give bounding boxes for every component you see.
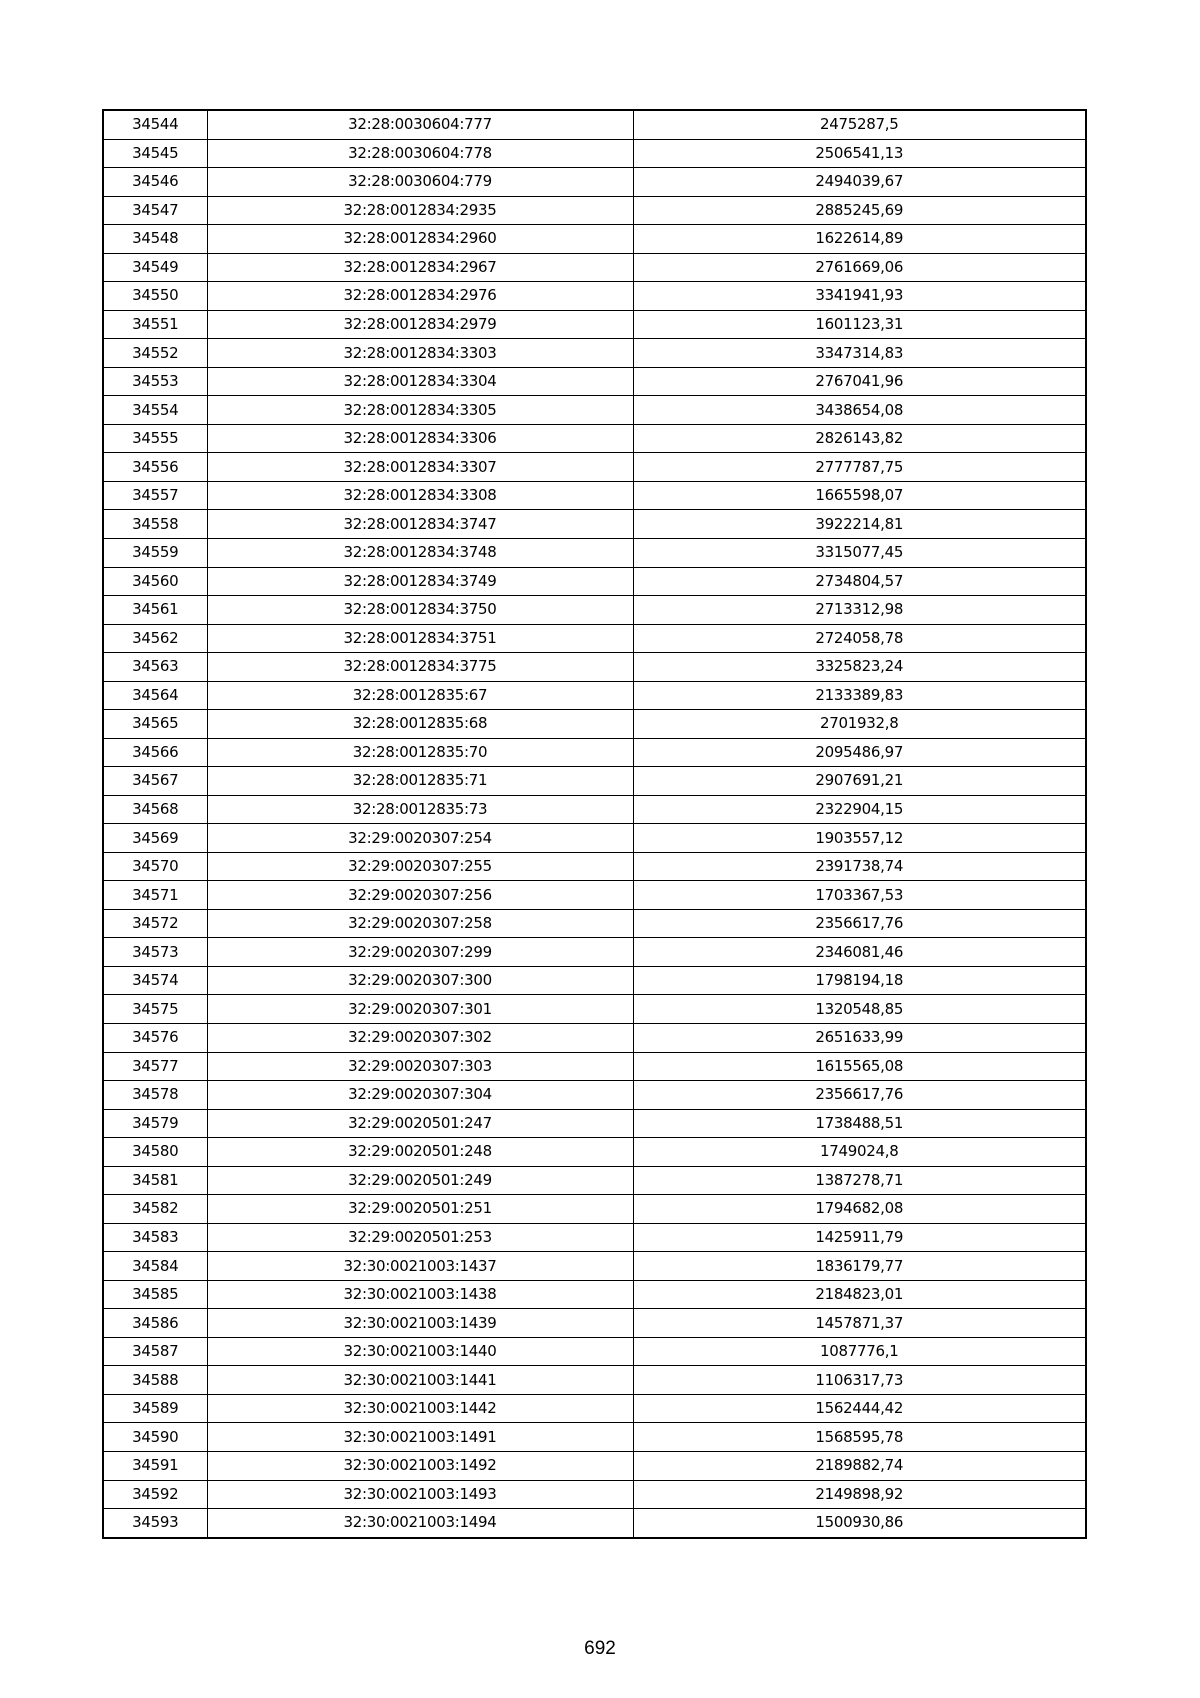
cadastral-number-cell: 32:28:0012834:3747	[207, 510, 633, 539]
row-number-cell: 34552	[103, 339, 207, 368]
row-number-cell: 34572	[103, 909, 207, 938]
table-row	[103, 1166, 1086, 1195]
value-cell: 1087776,1	[633, 1337, 1086, 1366]
value-cell: 2095486,97	[633, 738, 1086, 767]
table-row	[103, 1366, 1086, 1395]
row-number-cell: 34573	[103, 938, 207, 967]
row-number-cell: 34585	[103, 1280, 207, 1309]
value-cell: 2701932,8	[633, 710, 1086, 739]
cadastral-number-cell: 32:29:0020501:247	[207, 1109, 633, 1138]
row-number-cell: 34574	[103, 966, 207, 995]
row-number-cell: 34589	[103, 1394, 207, 1423]
table-row	[103, 1195, 1086, 1224]
table-row	[103, 596, 1086, 625]
value-cell: 1500930,86	[633, 1509, 1086, 1538]
row-number-cell: 34564	[103, 681, 207, 710]
cadastral-number-cell: 32:30:0021003:1442	[207, 1394, 633, 1423]
cadastral-number-cell: 32:28:0012834:3750	[207, 596, 633, 625]
table-row	[103, 852, 1086, 881]
value-cell: 3325823,24	[633, 653, 1086, 682]
table-row	[103, 1252, 1086, 1281]
cadastral-number-cell: 32:28:0012834:3751	[207, 624, 633, 653]
row-number-cell: 34561	[103, 596, 207, 625]
table-row	[103, 510, 1086, 539]
table-row	[103, 253, 1086, 282]
row-number-cell: 34557	[103, 481, 207, 510]
table-row	[103, 1109, 1086, 1138]
cadastral-number-cell: 32:30:0021003:1437	[207, 1252, 633, 1281]
value-cell: 1457871,37	[633, 1309, 1086, 1338]
row-number-cell: 34553	[103, 367, 207, 396]
value-cell: 1615565,08	[633, 1052, 1086, 1081]
cadastral-number-cell: 32:30:0021003:1441	[207, 1366, 633, 1395]
table-row	[103, 909, 1086, 938]
cadastral-number-cell: 32:28:0012834:2979	[207, 310, 633, 339]
table-row	[103, 1024, 1086, 1053]
table-row	[103, 310, 1086, 339]
value-cell: 1601123,31	[633, 310, 1086, 339]
row-number-cell: 34580	[103, 1138, 207, 1167]
value-cell: 2506541,13	[633, 139, 1086, 168]
data-table	[102, 109, 1087, 1539]
table-row	[103, 1052, 1086, 1081]
table-row	[103, 282, 1086, 311]
table-row	[103, 424, 1086, 453]
table-row	[103, 1480, 1086, 1509]
row-number-cell: 34545	[103, 139, 207, 168]
value-cell: 1387278,71	[633, 1166, 1086, 1195]
row-number-cell: 34571	[103, 881, 207, 910]
cadastral-number-cell: 32:29:0020307:258	[207, 909, 633, 938]
cadastral-number-cell: 32:28:0012834:2960	[207, 225, 633, 254]
value-cell: 2767041,96	[633, 367, 1086, 396]
value-cell: 3341941,93	[633, 282, 1086, 311]
cadastral-number-cell: 32:28:0012834:2935	[207, 196, 633, 225]
cadastral-number-cell: 32:29:0020307:303	[207, 1052, 633, 1081]
cadastral-number-cell: 32:28:0012834:3775	[207, 653, 633, 682]
value-cell: 2189882,74	[633, 1451, 1086, 1480]
table-row	[103, 1223, 1086, 1252]
value-cell: 2356617,76	[633, 909, 1086, 938]
page-number: 692	[584, 1638, 616, 1659]
value-cell: 2826143,82	[633, 424, 1086, 453]
cadastral-number-cell: 32:30:0021003:1492	[207, 1451, 633, 1480]
cadastral-number-cell: 32:29:0020307:256	[207, 881, 633, 910]
value-cell: 1903557,12	[633, 824, 1086, 853]
cadastral-number-cell: 32:28:0012834:2976	[207, 282, 633, 311]
table-row	[103, 168, 1086, 197]
cadastral-number-cell: 32:29:0020307:304	[207, 1081, 633, 1110]
row-number-cell: 34563	[103, 653, 207, 682]
value-cell: 2651633,99	[633, 1024, 1086, 1053]
cadastral-number-cell: 32:29:0020307:300	[207, 966, 633, 995]
table-row	[103, 139, 1086, 168]
table-row	[103, 1509, 1086, 1538]
cadastral-number-cell: 32:28:0012835:71	[207, 767, 633, 796]
value-cell: 1622614,89	[633, 225, 1086, 254]
row-number-cell: 34549	[103, 253, 207, 282]
value-cell: 3922214,81	[633, 510, 1086, 539]
table-row	[103, 966, 1086, 995]
value-cell: 1562444,42	[633, 1394, 1086, 1423]
value-cell: 2494039,67	[633, 168, 1086, 197]
table-row	[103, 738, 1086, 767]
cadastral-number-cell: 32:28:0012834:3306	[207, 424, 633, 453]
row-number-cell: 34590	[103, 1423, 207, 1452]
value-cell: 1703367,53	[633, 881, 1086, 910]
row-number-cell: 34562	[103, 624, 207, 653]
row-number-cell: 34591	[103, 1451, 207, 1480]
cadastral-number-cell: 32:28:0012834:3749	[207, 567, 633, 596]
table-row	[103, 681, 1086, 710]
table-row	[103, 881, 1086, 910]
row-number-cell: 34559	[103, 538, 207, 567]
cadastral-number-cell: 32:29:0020501:253	[207, 1223, 633, 1252]
value-cell: 1836179,77	[633, 1252, 1086, 1281]
cadastral-number-cell: 32:29:0020501:248	[207, 1138, 633, 1167]
row-number-cell: 34583	[103, 1223, 207, 1252]
row-number-cell: 34565	[103, 710, 207, 739]
value-cell: 1106317,73	[633, 1366, 1086, 1395]
cadastral-number-cell: 32:29:0020307:255	[207, 852, 633, 881]
table-row	[103, 225, 1086, 254]
value-cell: 2885245,69	[633, 196, 1086, 225]
cadastral-number-cell: 32:30:0021003:1438	[207, 1280, 633, 1309]
row-number-cell: 34558	[103, 510, 207, 539]
table-row	[103, 339, 1086, 368]
value-cell: 2184823,01	[633, 1280, 1086, 1309]
table-body	[103, 110, 1086, 1538]
value-cell: 2777787,75	[633, 453, 1086, 482]
cadastral-number-cell: 32:28:0030604:778	[207, 139, 633, 168]
table-row	[103, 767, 1086, 796]
table-row	[103, 453, 1086, 482]
row-number-cell: 34560	[103, 567, 207, 596]
row-number-cell: 34546	[103, 168, 207, 197]
cadastral-number-cell: 32:29:0020307:254	[207, 824, 633, 853]
row-number-cell: 34584	[103, 1252, 207, 1281]
cadastral-number-cell: 32:28:0030604:779	[207, 168, 633, 197]
row-number-cell: 34554	[103, 396, 207, 425]
cadastral-number-cell: 32:28:0012834:3305	[207, 396, 633, 425]
row-number-cell: 34550	[103, 282, 207, 311]
row-number-cell: 34581	[103, 1166, 207, 1195]
row-number-cell: 34548	[103, 225, 207, 254]
table-row	[103, 1423, 1086, 1452]
table-row	[103, 1280, 1086, 1309]
value-cell: 2391738,74	[633, 852, 1086, 881]
cadastral-number-cell: 32:30:0021003:1491	[207, 1423, 633, 1452]
cadastral-number-cell: 32:28:0012834:3308	[207, 481, 633, 510]
cadastral-number-cell: 32:30:0021003:1440	[207, 1337, 633, 1366]
row-number-cell: 34588	[103, 1366, 207, 1395]
value-cell: 2346081,46	[633, 938, 1086, 967]
cadastral-number-cell: 32:29:0020501:251	[207, 1195, 633, 1224]
row-number-cell: 34592	[103, 1480, 207, 1509]
row-number-cell: 34566	[103, 738, 207, 767]
cadastral-number-cell: 32:28:0012835:67	[207, 681, 633, 710]
row-number-cell: 34568	[103, 795, 207, 824]
row-number-cell: 34567	[103, 767, 207, 796]
row-number-cell: 34587	[103, 1337, 207, 1366]
value-cell: 1568595,78	[633, 1423, 1086, 1452]
table-row	[103, 824, 1086, 853]
value-cell: 2713312,98	[633, 596, 1086, 625]
value-cell: 3438654,08	[633, 396, 1086, 425]
cadastral-number-cell: 32:29:0020307:302	[207, 1024, 633, 1053]
table-row	[103, 196, 1086, 225]
row-number-cell: 34544	[103, 110, 207, 139]
row-number-cell: 34556	[103, 453, 207, 482]
cadastral-number-cell: 32:29:0020307:299	[207, 938, 633, 967]
value-cell: 2322904,15	[633, 795, 1086, 824]
table-row	[103, 1337, 1086, 1366]
cadastral-number-cell: 32:28:0012834:3307	[207, 453, 633, 482]
cadastral-number-cell: 32:28:0030604:777	[207, 110, 633, 139]
cadastral-number-cell: 32:28:0012835:68	[207, 710, 633, 739]
table-row	[103, 710, 1086, 739]
row-number-cell: 34555	[103, 424, 207, 453]
row-number-cell: 34575	[103, 995, 207, 1024]
cadastral-number-cell: 32:28:0012835:70	[207, 738, 633, 767]
value-cell: 1738488,51	[633, 1109, 1086, 1138]
row-number-cell: 34570	[103, 852, 207, 881]
row-number-cell: 34582	[103, 1195, 207, 1224]
row-number-cell: 34547	[103, 196, 207, 225]
cadastral-number-cell: 32:30:0021003:1493	[207, 1480, 633, 1509]
value-cell: 2734804,57	[633, 567, 1086, 596]
cadastral-number-cell: 32:28:0012834:3748	[207, 538, 633, 567]
cadastral-number-cell: 32:28:0012835:73	[207, 795, 633, 824]
value-cell: 2475287,5	[633, 110, 1086, 139]
row-number-cell: 34586	[103, 1309, 207, 1338]
value-cell: 2761669,06	[633, 253, 1086, 282]
value-cell: 2149898,92	[633, 1480, 1086, 1509]
value-cell: 2133389,83	[633, 681, 1086, 710]
cadastral-number-cell: 32:28:0012834:2967	[207, 253, 633, 282]
value-cell: 1320548,85	[633, 995, 1086, 1024]
table-row	[103, 938, 1086, 967]
value-cell: 1665598,07	[633, 481, 1086, 510]
table-row	[103, 653, 1086, 682]
row-number-cell: 34579	[103, 1109, 207, 1138]
value-cell: 1749024,8	[633, 1138, 1086, 1167]
value-cell: 1425911,79	[633, 1223, 1086, 1252]
table-row	[103, 1081, 1086, 1110]
table-row	[103, 110, 1086, 139]
table-row	[103, 396, 1086, 425]
table-row	[103, 624, 1086, 653]
table-row	[103, 795, 1086, 824]
cadastral-number-cell: 32:29:0020501:249	[207, 1166, 633, 1195]
table-row	[103, 1309, 1086, 1338]
cadastral-number-cell: 32:28:0012834:3304	[207, 367, 633, 396]
row-number-cell: 34578	[103, 1081, 207, 1110]
table-row	[103, 1394, 1086, 1423]
value-cell: 1794682,08	[633, 1195, 1086, 1224]
table-row	[103, 1451, 1086, 1480]
value-cell: 3315077,45	[633, 538, 1086, 567]
table-row	[103, 367, 1086, 396]
row-number-cell: 34569	[103, 824, 207, 853]
value-cell: 2356617,76	[633, 1081, 1086, 1110]
table-row	[103, 538, 1086, 567]
cadastral-number-cell: 32:29:0020307:301	[207, 995, 633, 1024]
table-row	[103, 567, 1086, 596]
value-cell: 2724058,78	[633, 624, 1086, 653]
table-row	[103, 481, 1086, 510]
cadastral-number-cell: 32:30:0021003:1494	[207, 1509, 633, 1538]
cadastral-number-cell: 32:28:0012834:3303	[207, 339, 633, 368]
value-cell: 2907691,21	[633, 767, 1086, 796]
table-row	[103, 995, 1086, 1024]
row-number-cell: 34577	[103, 1052, 207, 1081]
row-number-cell: 34576	[103, 1024, 207, 1053]
table-row	[103, 1138, 1086, 1167]
row-number-cell: 34551	[103, 310, 207, 339]
cadastral-number-cell: 32:30:0021003:1439	[207, 1309, 633, 1338]
value-cell: 1798194,18	[633, 966, 1086, 995]
row-number-cell: 34593	[103, 1509, 207, 1538]
value-cell: 3347314,83	[633, 339, 1086, 368]
